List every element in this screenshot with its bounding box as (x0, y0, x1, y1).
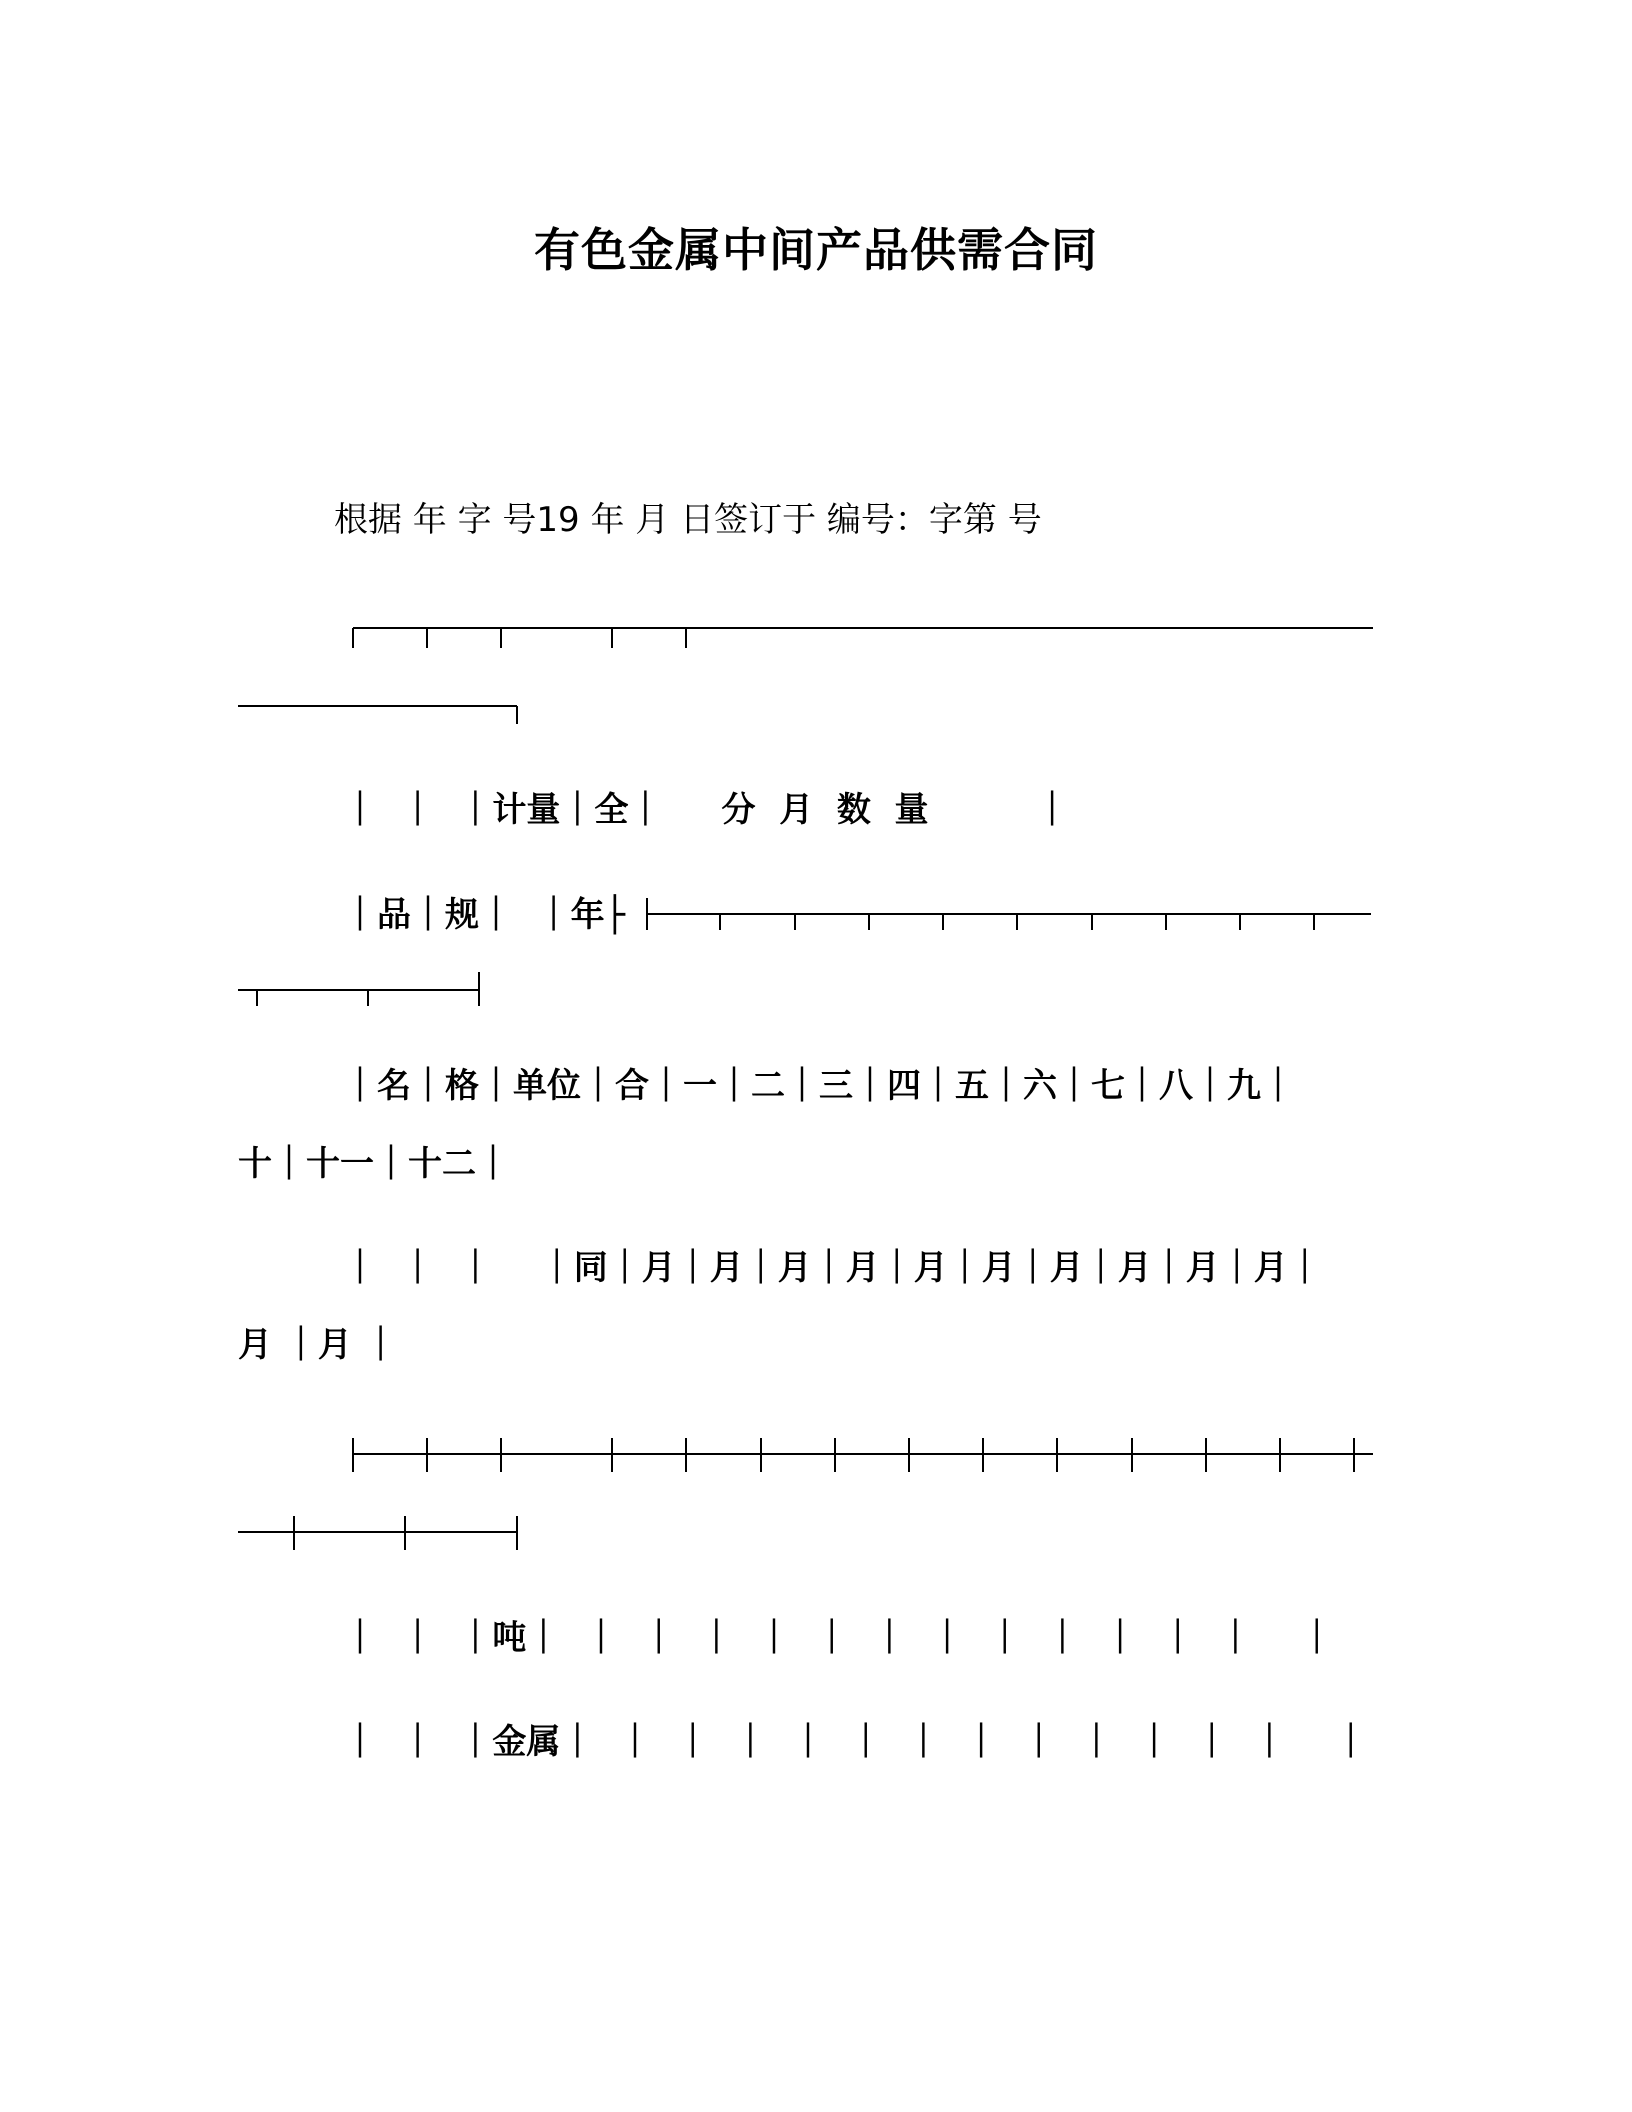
table-row-header-3-wrap: 十｜十一｜十二｜ (238, 1144, 510, 1184)
table-row-header-4-wrap: 月 ｜月 ｜ (238, 1325, 398, 1365)
document-title: 有色金属中间产品供需合同 (534, 223, 1098, 277)
table-row-unit-metal: ｜ ｜ ｜金属｜ ｜ ｜ ｜ ｜ ｜ ｜ ｜ ｜ ｜ ｜ ｜ ｜ ｜ (343, 1722, 1368, 1762)
table-row-header-4: ｜ ｜ ｜ ｜同｜月｜月｜月｜月｜月｜月｜月｜月｜月｜月｜ (343, 1248, 1322, 1288)
table-row-header-3: ｜名｜格｜单位｜合｜一｜二｜三｜四｜五｜六｜七｜八｜九｜ (343, 1066, 1295, 1106)
table-row-header-2: ｜品｜规｜ ｜年├ (343, 895, 626, 935)
contract-basis-line: 根据 年 字 号19 年 月 日签订于 编号：字第 号 (334, 500, 1042, 540)
table-row-header-1: ｜ ｜ ｜计量｜全｜ 分 月 数 量 ｜ (343, 790, 1070, 830)
table-row-unit-ton: ｜ ｜ ｜吨｜ ｜ ｜ ｜ ｜ ｜ ｜ ｜ ｜ ｜ ｜ ｜ ｜ ｜ (343, 1618, 1334, 1658)
